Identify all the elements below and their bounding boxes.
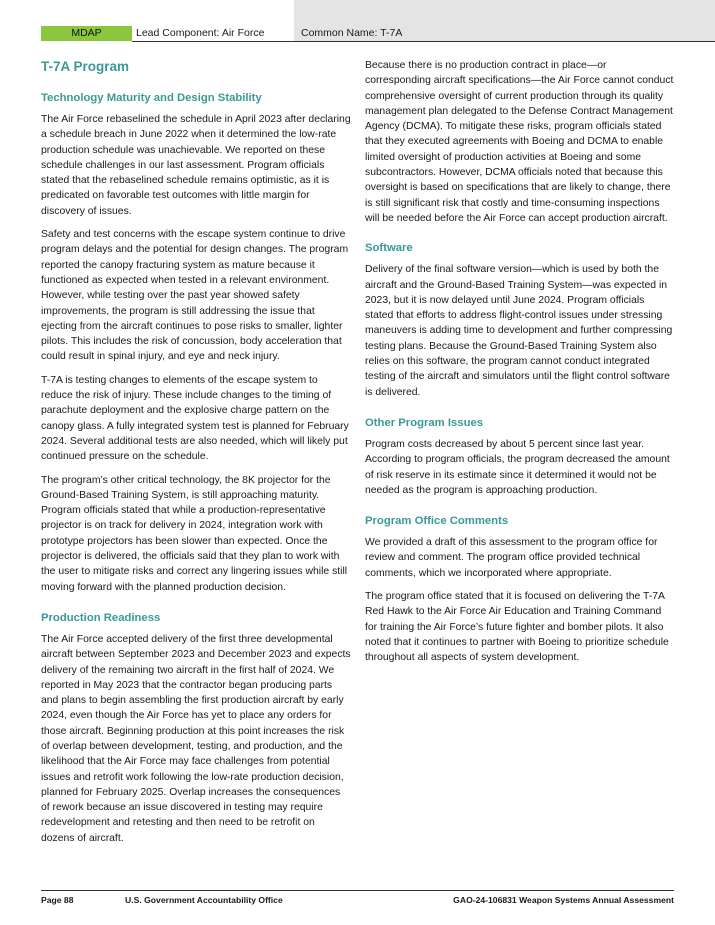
production-paragraph-1: The Air Force accepted delivery of the first three developmental aircraft between September 2023 and December 2023 and expects delivery of the remaining two aircraft in the first half of 2024. We reported in May 2023 that the contractor began producing parts and plans to begin assembling the first production aircraft by early 2024, even though the Air Force has yet to place any orders for those aircraft. Beginning production at this point increases the risk of overlap between development, testing, and production, and the likelihood that the Air Force may face challenges from potential issues and retrofit work following the low-rate production decision, planned for February 2025. Overlap increases the consequences of rework because an issue discovered in testing may require redevelopment and retesting and then need to be retrofit on dozens of aircraft. — [41, 633, 351, 844]
tech-paragraph-4: The program’s other critical technology, the 8K projector for the Ground-Based Training System, is still approaching maturity. Program officials stated that while a production-representative projector is on track for delivery in 2024, integration work with prototype projectors has been slower than expected. Once the projector is delivered, the officials said that they plan to work with the user to mitigate risks and correct any lingering issues while still moving forward with the planned production decision. — [41, 474, 348, 593]
page-number: Page 88 — [41, 895, 74, 905]
common-name: Common Name: T-7A — [301, 27, 403, 39]
software-heading: Software — [365, 242, 413, 255]
other-issues-heading: Other Program Issues — [365, 416, 484, 429]
left-column — [41, 58, 351, 854]
tech-paragraph-2: Safety and test concerns with the escape system continue to drive program delays and the potential for design changes. The program reported the canopy fracturing system as mature because it functioned as expected when tested in a relevant environment. However, while testing over the past year showed safety improvements, the program is still addressing the issue that ejecting from the aircraft continues to pose risks to smaller, lighter pilots. This includes the risk of concussion, body acceleration that could result in spinal injury, and eye and neck injury. — [41, 229, 349, 363]
comments-paragraph-1: We provided a draft of this assessment to the program office for review and comment. The program office provided technical comments, which we incorporated where appropriate. — [365, 537, 658, 579]
comments-heading: Program Office Comments — [365, 515, 509, 528]
mdap-badge: MDAP — [41, 26, 132, 41]
footer-divider — [41, 890, 674, 891]
tech-paragraph-3: T-7A is testing changes to elements of the escape system to reduce the risk of injury. These include changes to the timing of parachute deployment and the explosive charge pattern on the canopy glass. A fully integrated system test is planned for February 2024. Several additional tests are also needed, which will likely put continued pressure on the schedule. — [41, 374, 349, 463]
right-column — [365, 58, 675, 674]
software-paragraph-1: Delivery of the final software version—which is used by both the aircraft and the Ground-Based Training System—was expected in 2023, but it is now delayed until June 2024. Program officials stated that efforts to address flight-control issues under stressing maneuvers is adding time to development and further compressing testing plans. Because the Ground-Based Training System also relies on this software, the program cannot conduct integrated testing of the aircraft and simulators until the flight control software is delivered. — [365, 264, 673, 398]
production-heading: Production Readiness — [41, 611, 161, 624]
page-title: T-7A Program — [41, 59, 130, 74]
other-issues-paragraph-1: Program costs decreased by about 5 percent since last year. According to program officials, the program decreased the amount of risk reserve in its estimate since it determined it would not be needed as the program is approaching production. — [365, 438, 670, 496]
comments-paragraph-2: The program office stated that it is focused on delivering the T-7A Red Hawk to the Air Force Air Education and Training Command for training the Air Force’s future fighter and bomber pilots. It also noted that it continues to partner with Boeing to prioritize schedule throughout all aspects of system development. — [365, 591, 669, 664]
header-divider — [132, 41, 715, 42]
lead-component: Lead Component: Air Force — [136, 27, 265, 39]
production-paragraph-2: Because there is no production contract in place—or corresponding aircraft specifications—the Air Force cannot conduct comprehensive oversight of current production through its quality management plan delegated to the Defense Contract Management Agency (DCMA). To mitigate these risks, program officials stated that they executed agreements with Boeing and DCMA to enable limited oversight of production activities at Boeing and some subcontractors. However, DCMA officials noted that because this oversight is based on specifications that are likely to change, there is still significant risk that costly and time-consuming inspections will be needed before the Air Force can accept production aircraft. — [365, 60, 674, 224]
footer-report-id: GAO-24-106831 Weapon Systems Annual Assessment — [453, 895, 674, 905]
tech-maturity-heading: Technology Maturity and Design Stability — [41, 92, 262, 104]
footer-agency: U.S. Government Accountability Office — [125, 895, 283, 905]
tech-paragraph-1: The Air Force rebaselined the schedule in April 2023 after declaring a schedule breach in June 2022 when it determined the low-rate production schedule was unachievable. We reported on these schedule challenges in our last assessment. Program officials stated that the rebaselined schedule remains optimistic, as it is predicated on favorable test outcomes with little margin for discovery of issues. — [41, 114, 351, 217]
